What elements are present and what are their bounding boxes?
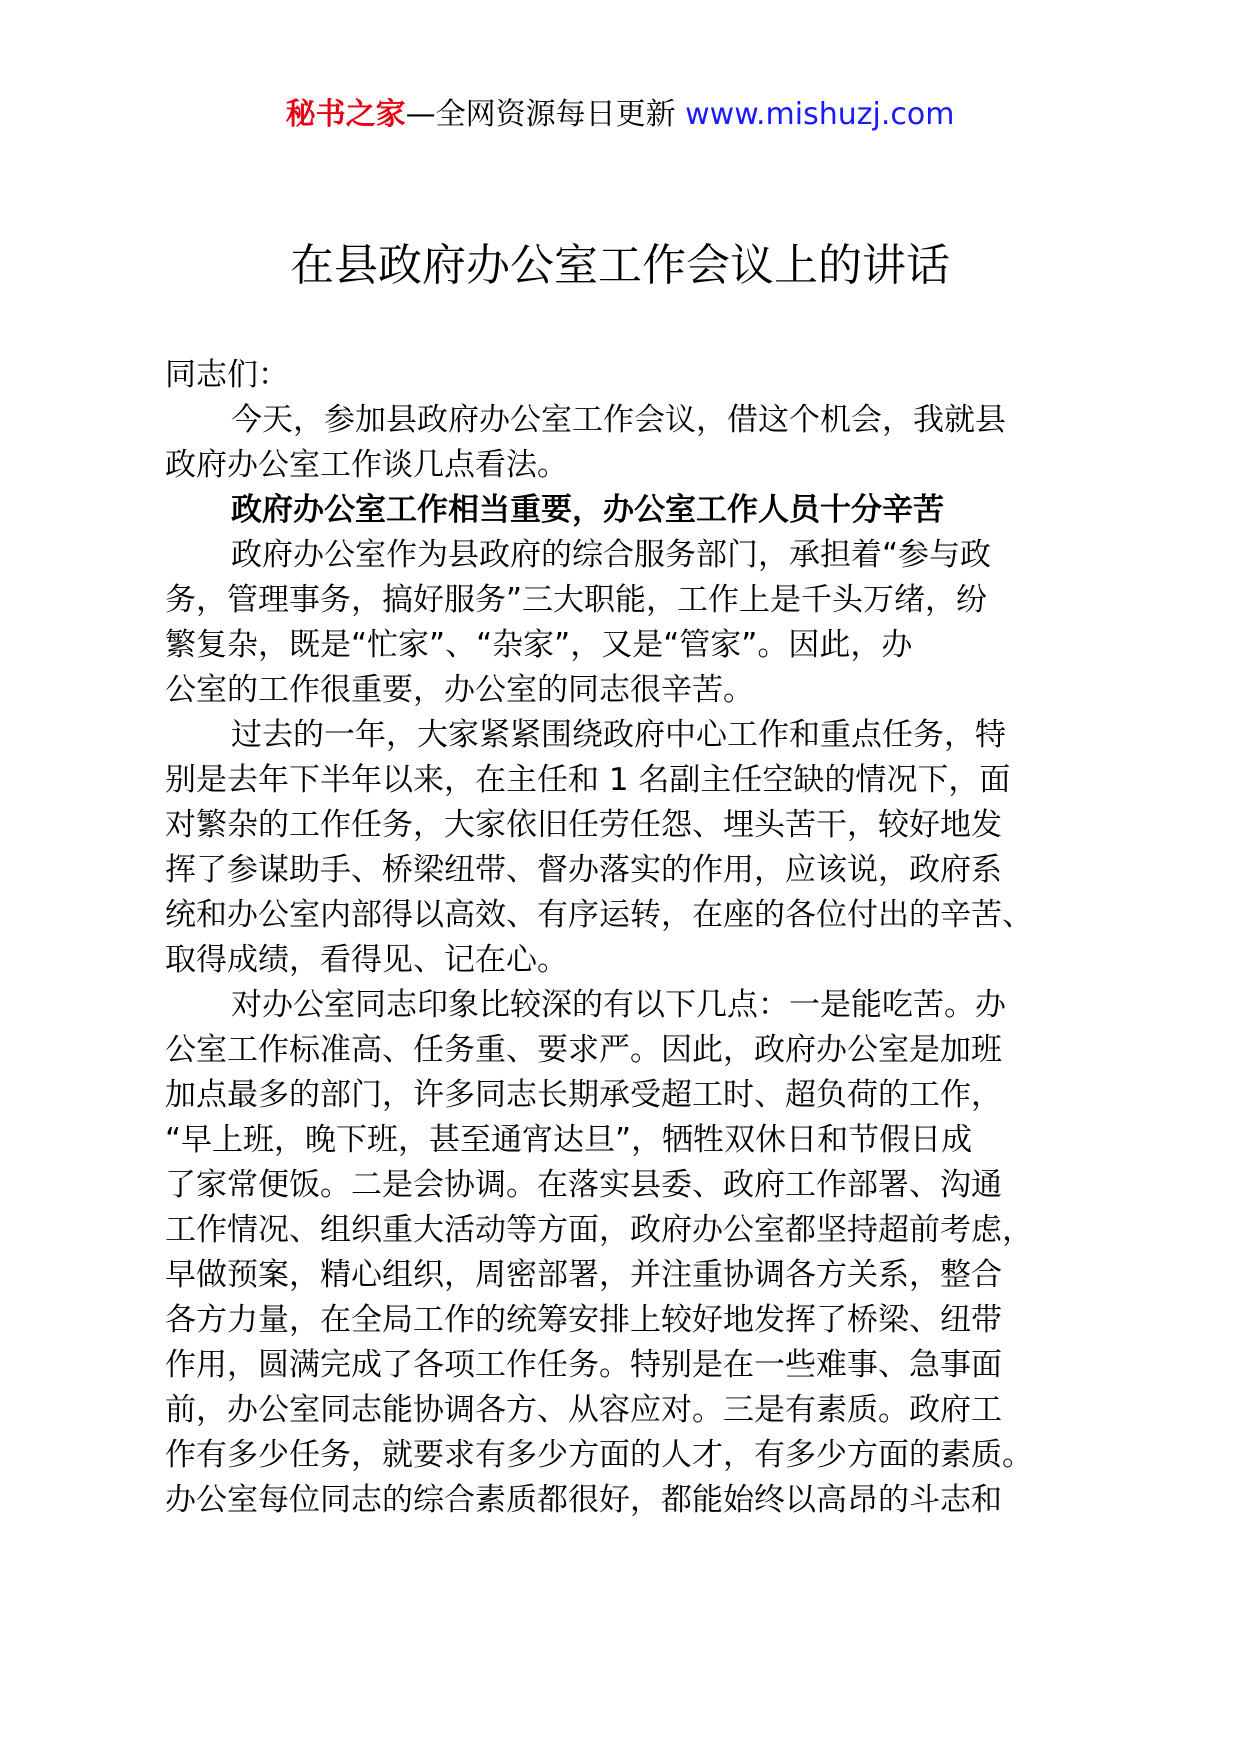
site-header [0,95,1240,135]
paragraph-line: 对繁杂的工作任务，大家依旧任劳任怨、埋头苦干，较好地发 [165,807,1002,843]
paragraph-line: 办公室每位同志的综合素质都很好，都能始终以高昂的斗志和 [165,1482,1002,1518]
paragraph-line: 各方力量，在全局工作的统筹安排上较好地发挥了桥梁、纽带 [165,1302,1002,1338]
paragraph-line: 作用，圆满完成了各项工作任务。特别是在一些难事、急事面 [165,1347,1002,1383]
document-body [165,353,1125,1523]
salutation: 同志们： [165,357,289,393]
header-tagline: —全网资源每日更新 [405,97,676,132]
paragraph-line: 政府办公室工作谈几点看法。 [165,447,568,483]
paragraph-line: 繁复杂，既是“忙家”、“杂家”，又是“管家”。因此，办 [165,627,913,663]
paragraph-line: 今天，参加县政府办公室工作会议，借这个机会，我就县 [231,402,1006,438]
paragraph-line: 作有多少任务，就要求有多少方面的人才，有多少方面的素质。 [165,1437,1033,1473]
site-url-link[interactable]: www.mishuzj.com [685,97,955,132]
document-title: 在县政府办公室工作会议上的讲话 [290,240,950,291]
paragraph-line: 公室工作标准高、任务重、要求严。因此，政府办公室是加班 [165,1032,1002,1068]
paragraph-line: 加点最多的部门，许多同志长期承受超工时、超负荷的工作， [165,1077,1002,1113]
paragraph-line: 工作情况、组织重大活动等方面，政府办公室都坚持超前考虑， [165,1212,1033,1248]
paragraph-line: 了家常便饭。二是会协调。在落实县委、政府工作部署、沟通 [165,1167,1002,1203]
paragraph-line: 统和办公室内部得以高效、有序运转，在座的各位付出的辛苦、 [165,897,1033,933]
paragraph-line: 别是去年下半年以来，在主任和 1 名副主任空缺的情况下，面 [165,762,1011,798]
paragraph-line: 务，管理事务，搞好服务”三大职能，工作上是千头万绪，纷 [165,582,988,618]
paragraph-line: 政府办公室作为县政府的综合服务部门，承担着“参与政 [231,537,992,573]
paragraph-line: 过去的一年，大家紧紧围绕政府中心工作和重点任务，特 [231,717,1006,753]
section-heading: 政府办公室工作相当重要，办公室工作人员十分辛苦 [231,492,944,528]
paragraph-line: 早做预案，精心组织，周密部署，并注重协调各方关系，整合 [165,1257,1002,1293]
paragraph-line: 前，办公室同志能协调各方、从容应对。三是有素质。政府工 [165,1392,1002,1428]
paragraph-line: 对办公室同志印象比较深的有以下几点：一是能吃苦。办 [231,987,1006,1023]
paragraph-line: 取得成绩，看得见、记在心。 [165,942,568,978]
brand-name: 秘书之家 [285,97,406,132]
paragraph-line: 公室的工作很重要，办公室的同志很辛苦。 [165,672,754,708]
paragraph-line: 挥了参谋助手、桥梁纽带、督办落实的作用，应该说，政府系 [165,852,1002,888]
paragraph-line: “早上班，晚下班，甚至通宵达旦”，牺牲双休日和节假日成 [165,1122,973,1158]
